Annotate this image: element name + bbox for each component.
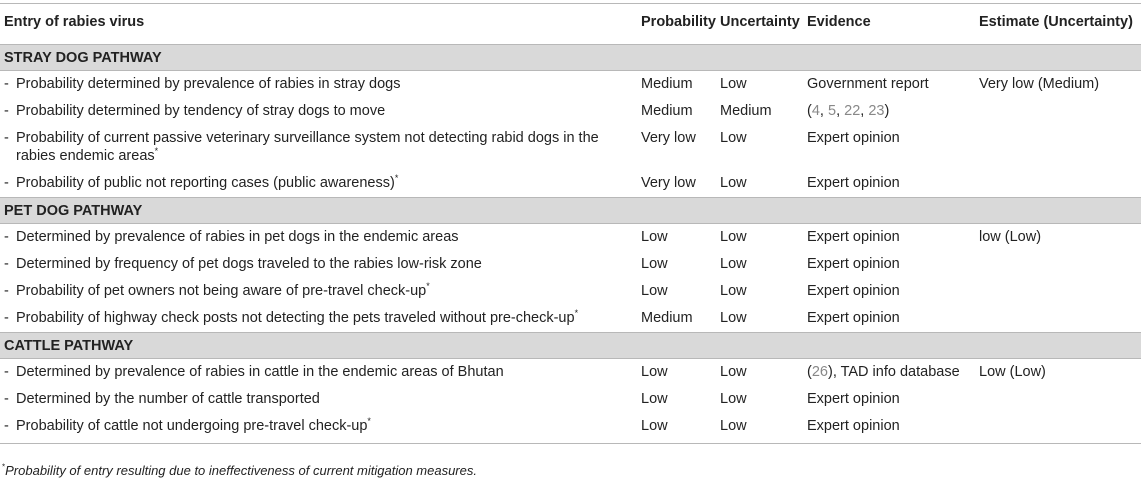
row-item-label: Probability of pet owners not being aware of pre-travel check-up — [16, 283, 427, 299]
section-stray-dog — [0, 45, 1141, 71]
section-title: STRAY DOG PATHWAY — [0, 45, 1141, 71]
row-uncertainty: Low — [720, 229, 747, 245]
row-probability: Medium — [641, 103, 693, 119]
header-entry: Entry of rabies virus — [0, 4, 641, 45]
evidence-paren: ) — [884, 103, 890, 119]
header-evidence: Evidence — [807, 4, 979, 45]
table-row — [0, 170, 1141, 198]
row-probability: Low — [641, 391, 668, 407]
row-uncertainty: Low — [720, 283, 747, 299]
row-evidence: Expert opinion — [807, 413, 979, 444]
row-item — [0, 359, 641, 387]
row-estimate: Very low (Medium) — [979, 76, 1100, 92]
footnote-marker: * — [154, 146, 159, 157]
section-pet-dog — [0, 198, 1141, 224]
table-body — [0, 45, 1141, 444]
row-dash: - — [4, 391, 9, 407]
row-estimate — [979, 251, 1141, 278]
row-estimate — [979, 98, 1141, 125]
reference-link[interactable]: 22 — [844, 103, 861, 119]
row-item-text — [16, 417, 633, 435]
row-estimate — [979, 278, 1141, 305]
footnote-marker: * — [426, 281, 430, 292]
row-item-text: Probability determined by prevalence of rabies in stray dogs — [16, 76, 401, 92]
table-row — [0, 98, 1141, 125]
row-uncertainty: Low — [720, 364, 747, 380]
row-probability: Low — [641, 413, 720, 444]
row-probability: Low — [641, 256, 668, 272]
reference-link[interactable]: 23 — [868, 103, 885, 119]
header-uncertainty: Uncertainty — [720, 4, 807, 45]
row-evidence: Government report — [807, 76, 929, 92]
row-uncertainty: Low — [720, 391, 747, 407]
row-item — [0, 278, 641, 305]
section-title: CATTLE PATHWAY — [0, 333, 1141, 359]
row-dash: - — [4, 256, 9, 272]
row-dash: - — [4, 283, 9, 299]
row-item — [0, 251, 641, 278]
row-uncertainty: Low — [720, 310, 747, 326]
footnote-marker: * — [394, 173, 399, 184]
reference-link[interactable]: 26 — [811, 364, 828, 380]
row-item-label: Probability of highway check posts not detecting the pets traveled without pre-check-up — [16, 310, 575, 326]
row-probability: Low — [641, 364, 668, 380]
evidence-paren: ( — [807, 364, 812, 380]
table-row — [0, 413, 1141, 444]
row-evidence: Expert opinion — [807, 256, 900, 272]
row-evidence: Expert opinion — [807, 310, 900, 326]
row-probability: Very low — [641, 175, 696, 191]
row-item — [0, 170, 641, 198]
row-dash: - — [4, 130, 9, 146]
row-dash: - — [4, 103, 9, 119]
section-cattle — [0, 333, 1141, 359]
row-item — [0, 125, 641, 170]
row-item-text — [16, 129, 633, 165]
header-probability: Probability — [641, 4, 720, 45]
row-item-label: Probability of cattle not undergoing pre-travel check-up — [16, 418, 368, 434]
risk-table-container — [0, 3, 1141, 444]
table-row — [0, 305, 1141, 333]
row-item — [0, 305, 641, 333]
row-item — [0, 71, 641, 99]
row-probability: Medium — [641, 76, 693, 92]
table-header — [0, 4, 1141, 45]
table-row — [0, 278, 1141, 305]
reference-link[interactable]: 5 — [827, 103, 837, 119]
row-item-text: Determined by prevalence of rabies in cattle in the endemic areas of Bhutan — [16, 364, 504, 380]
row-item-text: Determined by the number of cattle transported — [16, 391, 320, 407]
row-estimate — [979, 125, 1141, 170]
section-title: PET DOG PATHWAY — [0, 198, 1141, 224]
evidence-comma: , — [819, 103, 828, 119]
row-dash: - — [4, 175, 9, 191]
row-estimate: low (Low) — [979, 229, 1042, 245]
row-probability: Low — [641, 283, 668, 299]
row-evidence: Expert opinion — [807, 130, 900, 146]
row-uncertainty: Low — [720, 175, 747, 191]
row-uncertainty: Low — [720, 256, 747, 272]
row-dash: - — [4, 310, 9, 326]
table-row — [0, 359, 1141, 387]
row-evidence: Expert opinion — [807, 283, 900, 299]
evidence-text: ), TAD info database — [827, 364, 960, 380]
row-dash: - — [4, 418, 9, 434]
row-estimate: Low (Low) — [979, 364, 1046, 380]
table-row — [0, 224, 1141, 252]
row-probability: Medium — [641, 310, 693, 326]
row-probability: Low — [641, 229, 668, 245]
row-item-text: Determined by prevalence of rabies in pet dogs in the endemic areas — [16, 229, 459, 245]
table-footnote — [2, 463, 477, 478]
row-evidence: Expert opinion — [807, 391, 900, 407]
row-item — [0, 413, 641, 444]
footnote-marker: * — [367, 416, 371, 427]
row-dash: - — [4, 229, 9, 245]
row-evidence — [807, 359, 979, 387]
header-estimate: Estimate (Uncertainty) — [979, 4, 1141, 45]
row-dash: - — [4, 76, 9, 92]
row-uncertainty: Low — [720, 76, 747, 92]
footnote-text: Probability of entry resulting due to ineffectiveness of current mitigation measures. — [5, 463, 477, 478]
row-estimate — [979, 386, 1141, 413]
row-item-label: Probability of current passive veterinary surveillance system not detecting rabid dogs in the rabies endemic areas — [16, 130, 599, 164]
row-evidence: Expert opinion — [807, 229, 900, 245]
row-item — [0, 98, 641, 125]
evidence-comma: , — [860, 103, 869, 119]
footnote-mark: * — [2, 462, 6, 472]
evidence-paren: ( — [807, 103, 812, 119]
header-row — [0, 4, 1141, 45]
table-row — [0, 251, 1141, 278]
row-item-text: Determined by frequency of pet dogs traveled to the rabies low-risk zone — [16, 256, 482, 272]
row-dash: - — [4, 364, 9, 380]
row-estimate — [979, 170, 1141, 198]
row-item — [0, 386, 641, 413]
row-uncertainty: Low — [720, 130, 747, 146]
row-evidence: Expert opinion — [807, 175, 900, 191]
footnote-marker: * — [574, 308, 579, 319]
row-estimate — [979, 413, 1141, 444]
table-row — [0, 386, 1141, 413]
row-item — [0, 224, 641, 252]
row-item-text — [16, 282, 633, 300]
table-row — [0, 71, 1141, 99]
reference-link[interactable]: 4 — [811, 103, 820, 119]
row-uncertainty: Medium — [720, 103, 772, 119]
row-estimate — [979, 305, 1141, 333]
row-item-text — [16, 174, 633, 192]
table-row — [0, 125, 1141, 170]
rabies-entry-risk-table — [0, 3, 1141, 444]
row-item-text: Probability determined by tendency of stray dogs to move — [16, 103, 386, 119]
evidence-comma: , — [836, 103, 845, 119]
row-evidence — [807, 98, 979, 125]
row-item-text — [16, 309, 633, 327]
row-probability: Very low — [641, 130, 696, 146]
row-item-label: Probability of public not reporting cases (public awareness) — [16, 175, 395, 191]
row-uncertainty: Low — [720, 413, 807, 444]
